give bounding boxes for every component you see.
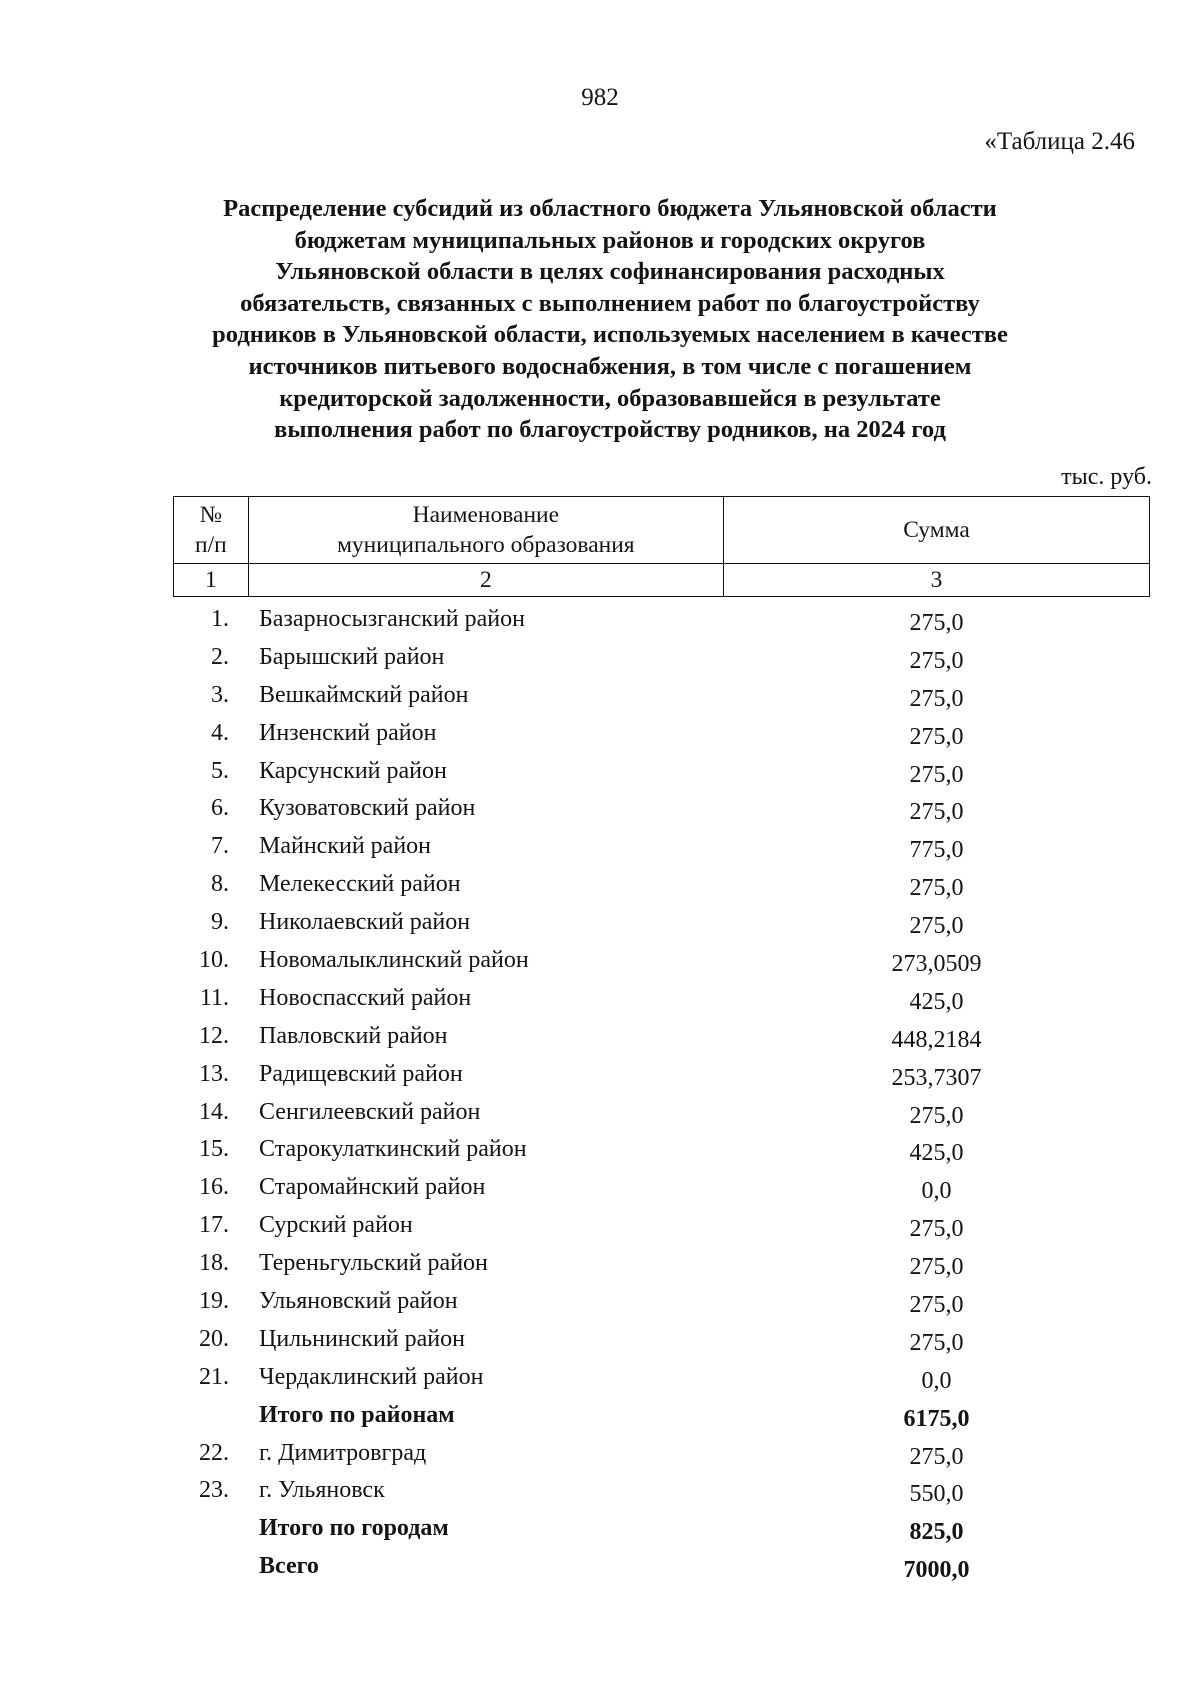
table-row xyxy=(173,829,1150,867)
subsidy-amount: 275,0 xyxy=(909,875,964,902)
row-number: 20. xyxy=(199,1325,229,1352)
municipality-name: Вешкаймский район xyxy=(259,681,469,708)
header-amount-cell: Сумма xyxy=(723,497,1149,564)
row-number: 19. xyxy=(199,1288,229,1315)
municipality-name: Радищевский район xyxy=(259,1060,463,1087)
row-number: 2. xyxy=(211,643,229,670)
municipality-name: Сенгилеевский район xyxy=(259,1098,481,1125)
row-number: 12. xyxy=(199,1022,229,1049)
table-header xyxy=(173,496,1150,597)
subsidy-amount: 275,0 xyxy=(909,761,964,788)
municipality-name: Всего xyxy=(259,1553,319,1580)
subsidy-amount: 275,0 xyxy=(909,1216,964,1243)
municipality-name: Цильнинский район xyxy=(259,1325,465,1352)
municipality-name: Майнский район xyxy=(259,833,432,860)
subsidy-amount: 775,0 xyxy=(909,837,964,864)
municipality-name: Новомалыклинский район xyxy=(259,947,529,974)
table-row xyxy=(173,640,1150,678)
subsidy-amount: 425,0 xyxy=(909,988,964,1015)
subsidy-amount: 275,0 xyxy=(909,1292,964,1319)
header-name-line1: Наименование xyxy=(412,502,560,528)
subsidy-amount: 275,0 xyxy=(909,1443,964,1470)
municipality-name: Инзенский район xyxy=(259,719,437,746)
municipality-name: г. Ульяновск xyxy=(259,1477,385,1504)
title-line: Распределение субсидий из областного бюджета Ульяновской области xyxy=(223,195,997,222)
table-body xyxy=(173,602,1150,1587)
municipality-name: Новоспасский район xyxy=(259,984,472,1011)
row-number: 13. xyxy=(199,1060,229,1087)
header-number-abbr: п/п xyxy=(195,532,227,558)
municipality-name: Сурский район xyxy=(259,1212,413,1239)
table-row xyxy=(173,1473,1150,1511)
table-row xyxy=(173,1057,1150,1095)
table-row xyxy=(173,1360,1150,1398)
column-number-2: 2 xyxy=(248,564,723,597)
column-number-3: 3 xyxy=(723,564,1149,597)
subsidy-amount: 275,0 xyxy=(909,723,964,750)
municipality-name: Итого по районам xyxy=(259,1401,455,1428)
table-row xyxy=(173,602,1150,640)
subsidy-amount: 275,0 xyxy=(909,1329,964,1356)
subsidy-amount: 7000,0 xyxy=(903,1557,970,1584)
row-number: 17. xyxy=(199,1212,229,1239)
table-row xyxy=(173,1284,1150,1322)
table-reference: «Таблица 2.46 xyxy=(984,128,1135,155)
title-line: источников питьевого водоснабжения, в том числе с погашением xyxy=(248,352,972,380)
municipality-name: Ульяновский район xyxy=(259,1288,458,1315)
subsidy-amount: 273,0509 xyxy=(891,951,982,978)
municipality-name: Николаевский район xyxy=(259,909,471,936)
title-line: обязательств, связанных с выполнением работ по благоустройству xyxy=(240,289,980,317)
row-number: 15. xyxy=(199,1136,229,1163)
subsidy-amount: 0,0 xyxy=(921,1367,952,1394)
row-number: 21. xyxy=(199,1363,229,1390)
header-number-cell xyxy=(174,497,249,564)
subsidy-amount: 425,0 xyxy=(909,1140,964,1167)
total-row xyxy=(173,1398,1150,1436)
table-row xyxy=(173,1019,1150,1057)
subsidy-amount: 253,7307 xyxy=(891,1064,982,1091)
header-row xyxy=(174,497,1150,564)
row-number: 7. xyxy=(211,833,229,860)
header-name-line2: муниципального образования xyxy=(337,532,635,558)
row-number: 4. xyxy=(211,719,229,746)
title-line: Ульяновской области в целях софинансирования расходных xyxy=(275,258,945,286)
row-number: 10. xyxy=(199,947,229,974)
subsidy-amount: 275,0 xyxy=(909,685,964,712)
row-number: 18. xyxy=(199,1250,229,1277)
page-number: 982 xyxy=(581,84,619,111)
row-number: 5. xyxy=(211,757,229,784)
municipality-name: Чердаклинский район xyxy=(259,1363,484,1390)
document-title xyxy=(160,193,1060,446)
subsidy-amount: 275,0 xyxy=(909,1254,964,1281)
subsidy-amount: 825,0 xyxy=(909,1519,964,1546)
row-number: 8. xyxy=(211,871,229,898)
municipality-name: Кузоватовский район xyxy=(259,795,476,822)
unit-label: тыс. руб. xyxy=(1061,464,1152,490)
subsidy-amount: 448,2184 xyxy=(891,1026,982,1053)
municipality-name: Старомайнский район xyxy=(259,1174,486,1201)
total-row xyxy=(173,1511,1150,1549)
subsidy-amount: 275,0 xyxy=(909,610,964,636)
table-row xyxy=(173,905,1150,943)
municipality-name: Базарносызганский район xyxy=(259,606,525,632)
municipality-name: г. Димитровград xyxy=(259,1439,427,1466)
table-row xyxy=(173,678,1150,716)
table-row xyxy=(173,791,1150,829)
row-number: 22. xyxy=(199,1439,229,1466)
subsidy-amount: 0,0 xyxy=(921,1178,952,1205)
table-row xyxy=(173,943,1150,981)
municipality-name: Тереньгульский район xyxy=(259,1250,488,1277)
table-row xyxy=(173,1246,1150,1284)
row-number: 1. xyxy=(211,606,229,632)
municipality-name: Павловский район xyxy=(259,1022,448,1049)
municipality-name: Итого по городам xyxy=(259,1515,449,1542)
municipality-name: Старокулаткинский район xyxy=(259,1136,527,1163)
table-row xyxy=(173,716,1150,754)
subsidy-amount: 275,0 xyxy=(909,913,964,940)
subsidy-amount: 550,0 xyxy=(909,1481,964,1508)
table-row xyxy=(173,981,1150,1019)
table-row xyxy=(173,1208,1150,1246)
row-number: 3. xyxy=(211,681,229,708)
title-line: родников в Ульяновской области, используемых населением в качестве xyxy=(212,321,1008,349)
table-row xyxy=(173,754,1150,792)
table-row xyxy=(173,1436,1150,1474)
row-number: 16. xyxy=(199,1174,229,1201)
municipality-name: Карсунский район xyxy=(259,757,447,784)
title-line: бюджетам муниципальных районов и городских округов xyxy=(294,226,926,254)
table-row xyxy=(173,1095,1150,1133)
row-number: 9. xyxy=(211,909,229,936)
table-row xyxy=(173,1170,1150,1208)
row-number: 23. xyxy=(199,1477,229,1504)
column-number-row xyxy=(174,564,1150,597)
row-number: 6. xyxy=(211,795,229,822)
header-number-symbol: № xyxy=(199,502,223,528)
row-number: 11. xyxy=(199,984,229,1011)
subsidy-amount: 275,0 xyxy=(909,647,964,674)
subsidy-amount: 275,0 xyxy=(909,1102,964,1129)
total-row xyxy=(173,1549,1150,1587)
table-row xyxy=(173,1132,1150,1170)
header-name-cell xyxy=(248,497,723,564)
title-line: выполнения работ по благоустройству родников, на 2024 год xyxy=(274,416,946,444)
subsidy-amount: 275,0 xyxy=(909,799,964,826)
municipality-name: Мелекесский район xyxy=(259,871,461,898)
title-line: кредиторской задолженности, образовавшейся в результате xyxy=(279,384,941,412)
table-row xyxy=(173,1322,1150,1360)
row-number: 14. xyxy=(199,1098,229,1125)
municipality-name: Барышский район xyxy=(259,643,445,670)
table-row xyxy=(173,867,1150,905)
column-number-1: 1 xyxy=(174,564,249,597)
subsidy-amount: 6175,0 xyxy=(903,1405,970,1432)
